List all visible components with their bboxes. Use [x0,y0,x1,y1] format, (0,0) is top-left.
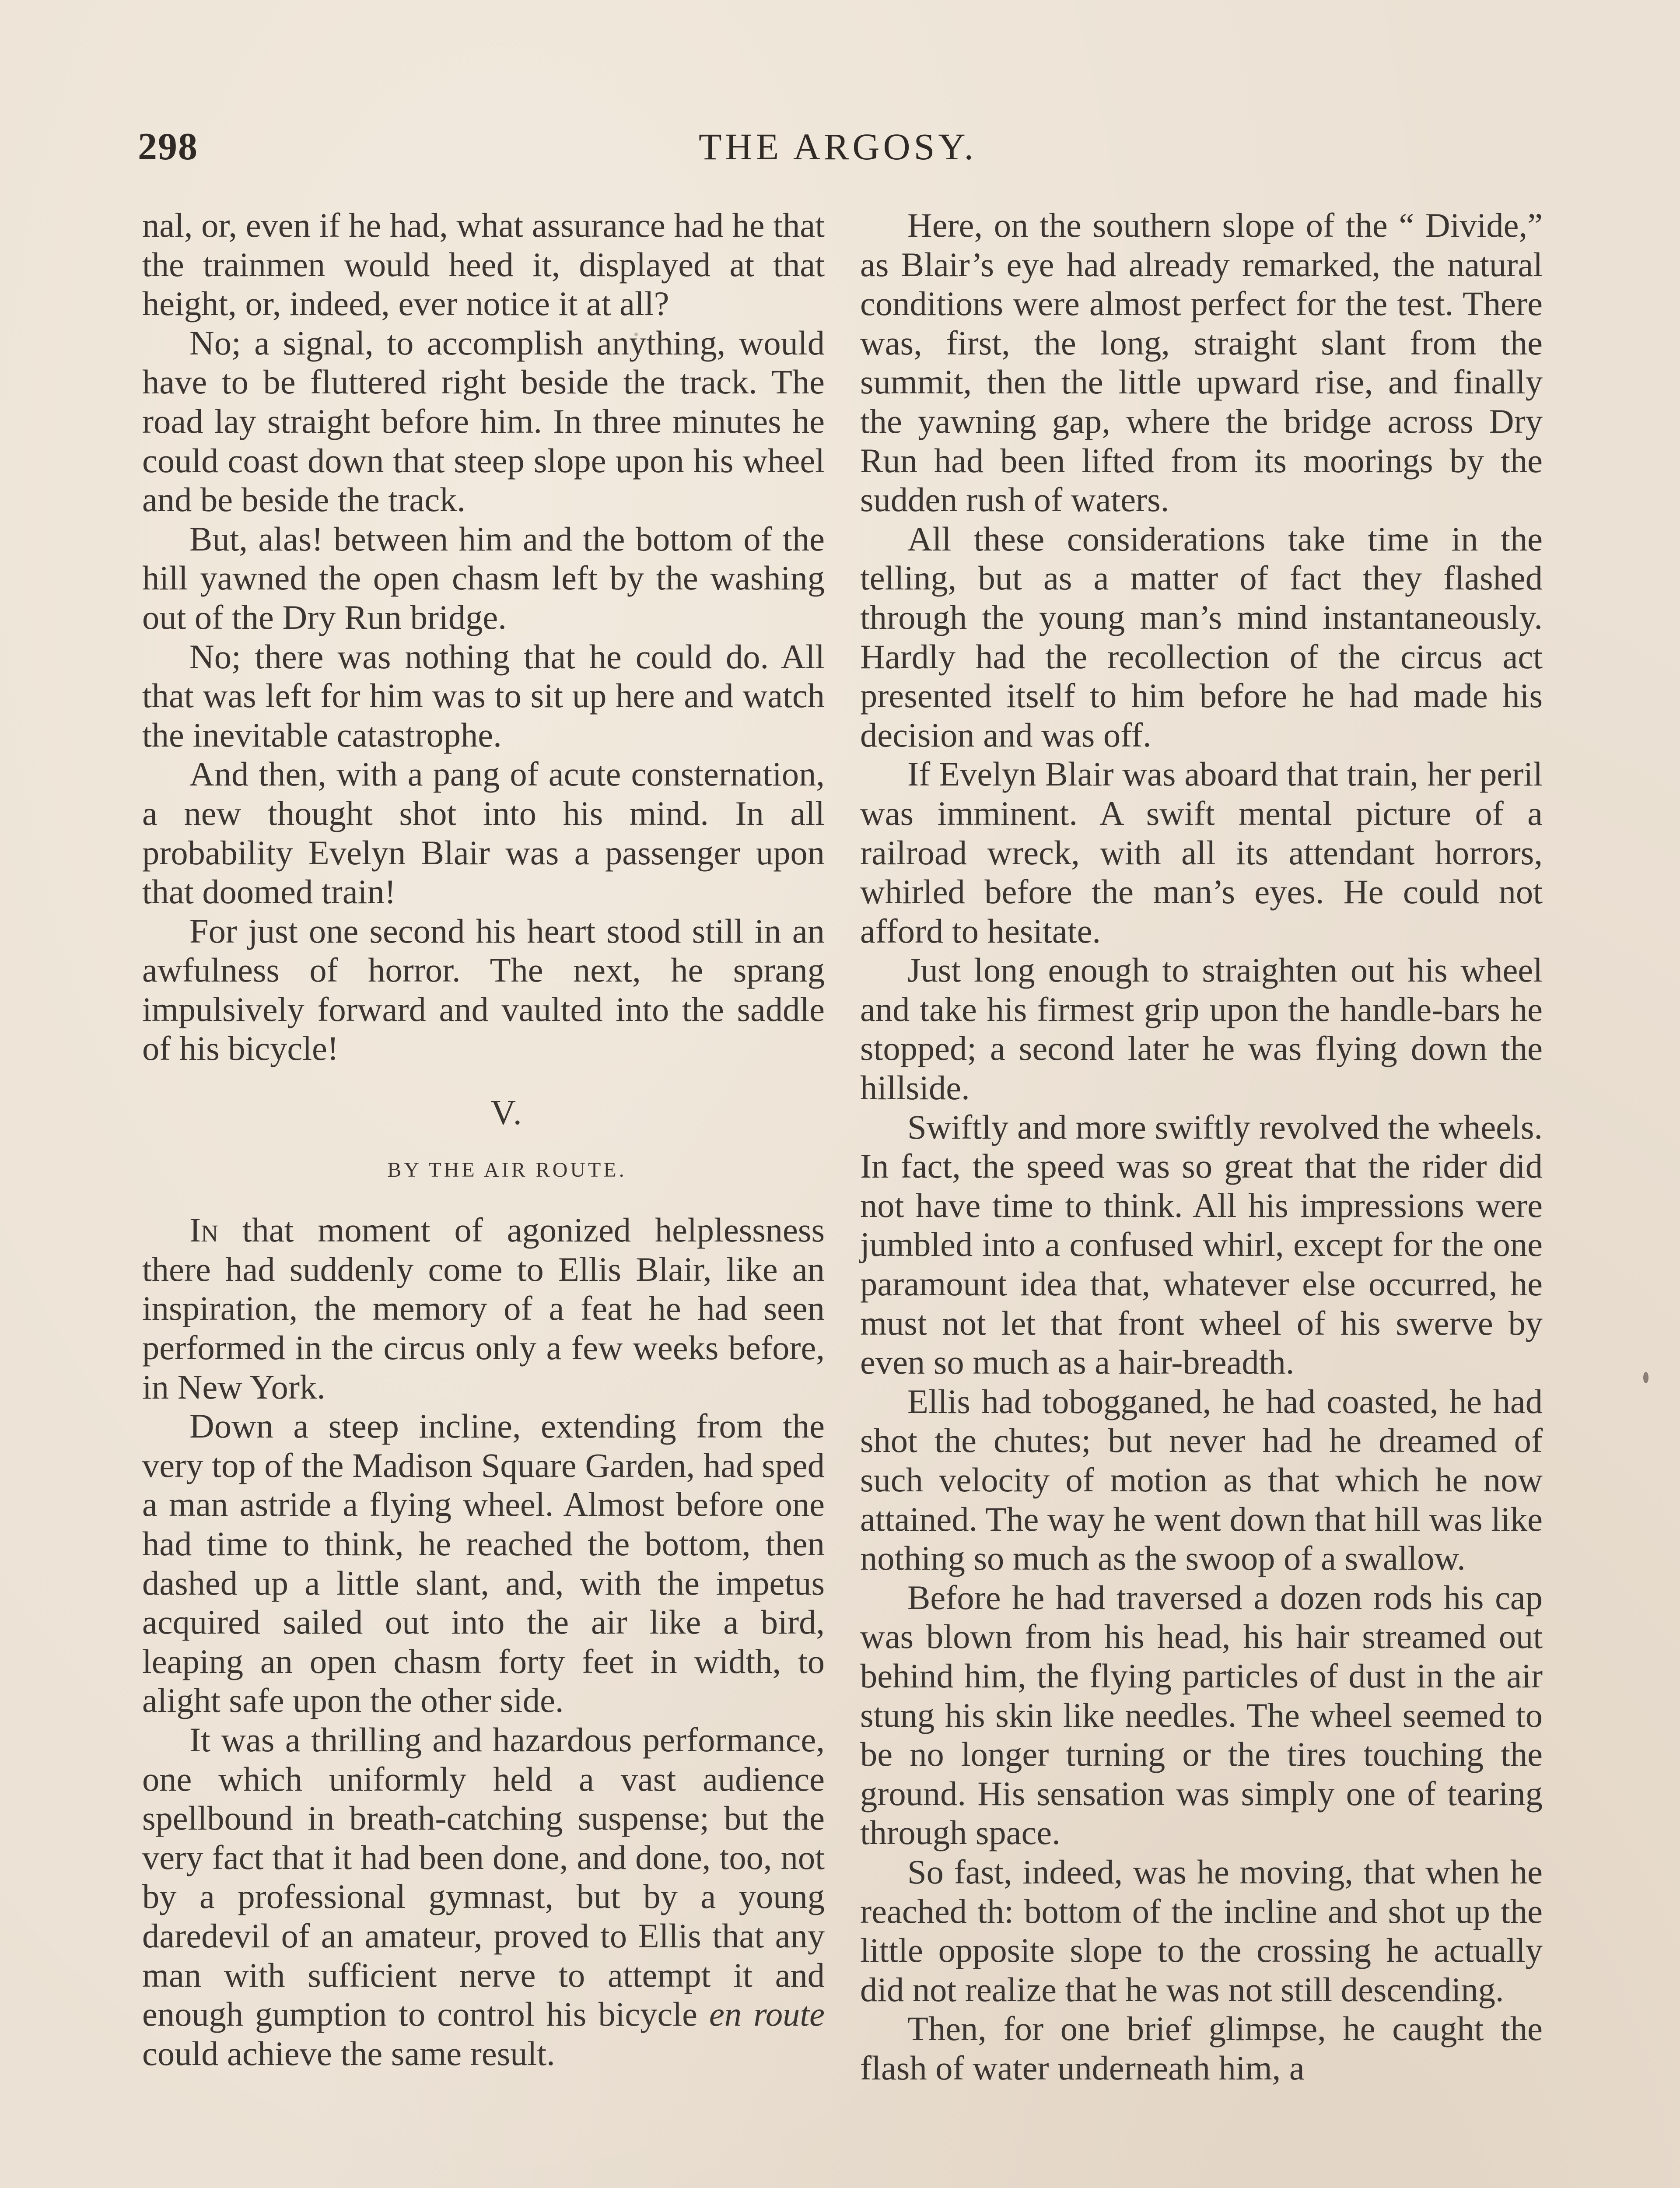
right-column [860,206,1543,2088]
paragraph: Swiftly and more swiftly revolved the wheels. In fact, the speed was so great that the rider did not have time to think. All his impressions were jumbled into a confused whirl, except for the one paramount idea that, whatever else occurred, he must not let that front wheel of his swerve by even so much as a hair-breadth. [860,1108,1543,1382]
paper-speck [1643,1372,1648,1383]
paragraph: If Evelyn Blair was aboard that train, her peril was imminent. A swift mental picture of a railroad wreck, with all its attendant horrors, whirled before the man’s eyes. He could not afford to hesitate. [860,755,1543,950]
section-number: V. [490,1094,524,1133]
left-column [142,206,825,2073]
paragraph: Then, for one brief glimpse, he caught the flash of water underneath him, a [860,2009,1543,2087]
paragraph: For just one second his heart stood still in an awfulness of horror. The next, he sprang impulsively forward and vaulted into the saddle of his bicycle! [142,912,825,1068]
paragraph [142,1720,825,2073]
paragraph-text: It was a thrilling and hazardous performance, one which uniformly held a vast audience spellbound in breath-catching suspense; but the very fact that it had been done, and done, too, not by a professional gymnast, but by a young daredevil of an amateur, proved to Ellis that any man with sufficient nerve to attempt it and enough gumption to control his bicycle [142,1720,825,2034]
paragraph: Just long enough to straighten out his wheel and take his firmest grip upon the handle-bars he stopped; a second later he was flying down the hillside. [860,951,1543,1107]
paragraph: Before he had traversed a dozen rods his cap was blown from his head, his hair streamed out behind him, the flying particles of dust in the air stung his skin like needles. The wheel seemed to be no longer turning or the tires touching the ground. His sensation was simply one of tearing through space. [860,1578,1543,1852]
italic-phrase: en route [709,1995,825,2034]
running-title: THE ARGOSY. [699,126,977,168]
paragraph-text: could achieve the same result. [142,2034,555,2072]
drop-lead-word: In [189,1211,218,1249]
paragraph: And then, with a pang of acute consternation, a new thought shot into his mind. In all probability Evelyn Blair was a passenger upon that doomed train! [142,755,825,911]
paragraph-text: that moment of agonized helplessness there had suddenly come to Ellis Blair, like an inspiration, the memory of a feat he had seen performed in the circus only a few weeks before, in New York. [142,1211,825,1406]
paragraph: So fast, indeed, was he moving, that when he reached th: bottom of the incline and shot up the little opposite slope to the crossing he actually did not realize that he was not still descending. [860,1852,1543,2009]
page-number: 298 [138,126,198,168]
paragraph: Down a steep incline, extending from the very top of the Madison Square Garden, had sped a man astride a flying wheel. Almost before one had time to think, he reached the bottom, then dashed up a little slant, and, with the impetus acquired sailed out into the air like a bird, leaping an open chasm forty feet in width, to alight safe upon the other side. [142,1407,825,1720]
paragraph: No; there was nothing that he could do. All that was left for him was to sit up here and watch the inevitable catastrophe. [142,637,825,754]
paragraph: All these considerations take time in the telling, but as a matter of fact they flashed through the young man’s mind instantaneously. Hardly had the recollection of the circus act presented itself to him before he had made his decision and was off. [860,519,1543,754]
paragraph: No; a signal, to accomplish anything, would have to be fluttered right beside the track. The road lay straight before him. In three minutes he could coast down that steep slope upon his wheel and be beside the track. [142,323,825,519]
paragraph: nal, or, even if he had, what assurance had he that the trainmen would heed it, displayed at that height, or, indeed, ever notice it at all? [142,206,825,323]
paragraph: But, alas! between him and the bottom of the hill yawned the open chasm left by the washing out of the Dry Run bridge. [142,519,825,636]
page-header [138,125,1538,190]
paragraph: Ellis had tobogganed, he had coasted, he had shot the chutes; but never had he dreamed of such velocity of motion as that which he now attained. The way he went down that hill was like nothing so much as the swoop of a swallow. [860,1382,1543,1578]
paragraph: Here, on the southern slope of the “ Divide,” as Blair’s eye had already remarked, the natural conditions were almost perfect for the test. There was, first, the long, straight slant from the summit, then the little upward rise, and finally the yawning gap, where the bridge across Dry Run had been lifted from its moorings by the sudden rush of waters. [860,206,1543,519]
section-title: BY THE AIR ROUTE. [387,1158,627,1182]
paper-speck [634,333,638,336]
paragraph [142,1210,825,1406]
